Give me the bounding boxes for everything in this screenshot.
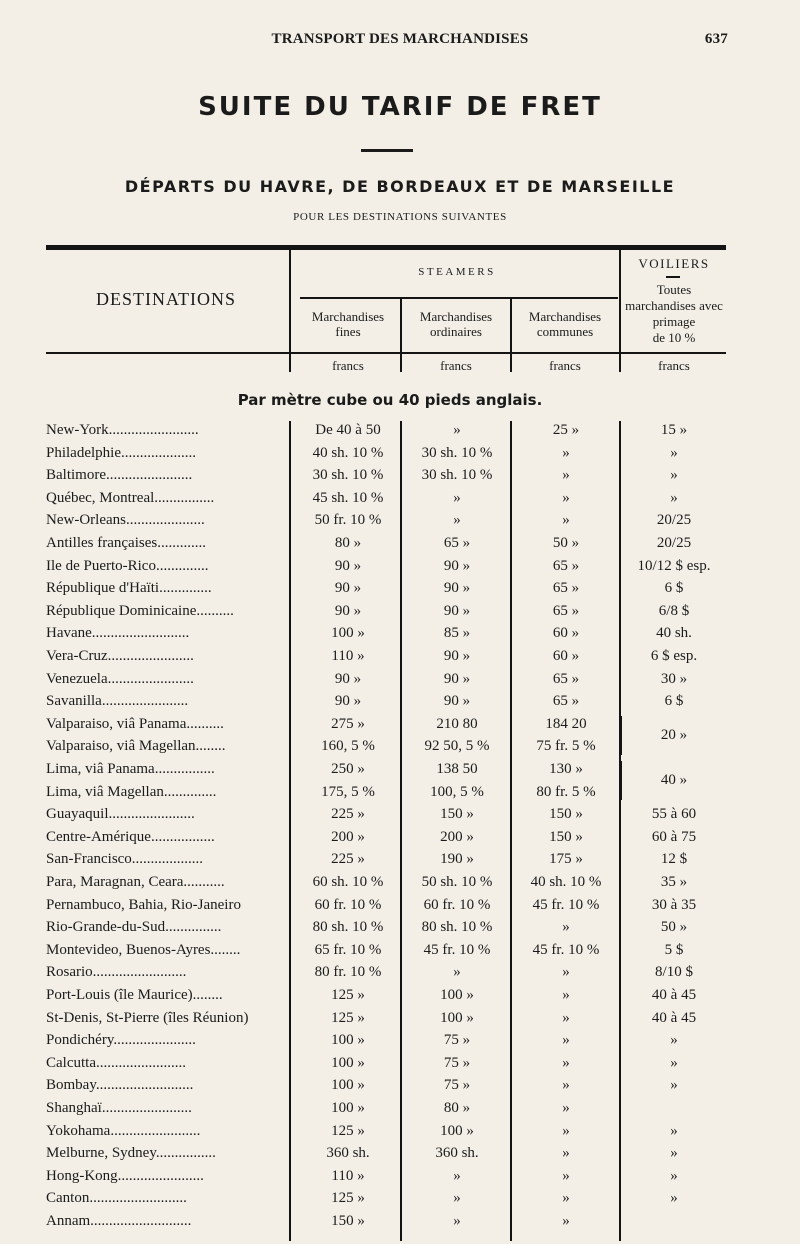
communes-cell: » — [562, 987, 570, 1003]
destination-cell: Lima, viâ Magellan.............. — [46, 783, 217, 800]
fines-cell: 90 » — [334, 670, 362, 687]
voiliers-cell: » — [670, 1054, 678, 1071]
divider-dest — [289, 250, 291, 372]
ordinaires-cell: 85 » — [443, 625, 471, 642]
destination-cell: Bombay.......................... — [46, 1077, 194, 1094]
header-communes: Marchandises communes — [528, 309, 602, 339]
running-head-title: TRANSPORT DES MARCHANDISES — [271, 31, 529, 47]
voiliers-cell: 30 à 35 — [651, 896, 697, 913]
table-row — [0, 622, 800, 645]
fines-cell: 100 » — [331, 1100, 365, 1116]
voiliers-cell: 20/25 — [656, 512, 692, 529]
fines-cell: 225 » — [331, 806, 365, 823]
communes-cell: 150 » — [549, 828, 583, 845]
voiliers-cell: 10/12 $ esp. — [637, 557, 711, 574]
header-voiliers: VOILIERS — [638, 256, 710, 271]
fines-cell: 80 » — [334, 535, 362, 551]
fines-cell: 250 » — [331, 761, 365, 777]
ordinaires-cell: » — [453, 1190, 461, 1207]
table-row — [0, 442, 800, 465]
ordinaires-cell: 150 » — [440, 806, 474, 823]
ordinaires-cell: » — [453, 964, 461, 981]
destination-cell: Ile de Puerto-Rico.............. — [46, 557, 209, 574]
voiliers-cell: » — [670, 1145, 678, 1162]
communes-cell: 40 sh. 10 % — [530, 874, 602, 890]
fines-cell: 30 sh. 10 % — [312, 467, 384, 484]
destination-cell: Lima, viâ Panama................ — [46, 761, 215, 777]
fines-cell: De 40 à 50 — [315, 422, 381, 438]
header-destinations: DESTINATIONS — [96, 289, 236, 309]
ordinaires-cell: 100 » — [440, 987, 474, 1003]
table-row — [0, 1029, 800, 1052]
voiliers-cell: » — [670, 1190, 678, 1207]
communes-cell: 65 » — [552, 602, 580, 619]
destination-cell: Venezuela....................... — [46, 670, 194, 687]
table-row — [0, 577, 800, 600]
ordinaires-cell: » — [453, 489, 461, 506]
destination-cell: Centre-Amérique................. — [46, 828, 215, 845]
voiliers-cell: 55 à 60 — [651, 806, 697, 823]
destination-cell: Québec, Montreal................ — [46, 489, 215, 506]
communes-cell: 130 » — [549, 761, 583, 777]
divider-voiliers — [619, 250, 621, 372]
fines-cell: 100 » — [331, 625, 365, 642]
communes-cell: 75 fr. 5 % — [536, 738, 596, 755]
table-row — [0, 464, 800, 487]
ordinaires-cell: 92 50, 5 % — [424, 738, 490, 755]
communes-cell: 65 » — [552, 580, 580, 597]
destination-cell: Guayaquil....................... — [46, 806, 195, 823]
table-row — [0, 1142, 800, 1165]
table-row — [0, 645, 800, 668]
destination-cell: Havane.......................... — [46, 625, 190, 642]
communes-cell: 45 fr. 10 % — [532, 896, 600, 913]
table-row — [0, 600, 800, 623]
table-row — [0, 555, 800, 578]
communes-cell: 65 » — [552, 693, 580, 710]
ordinaires-cell: » — [453, 1213, 461, 1229]
communes-cell: » — [562, 1100, 570, 1116]
fines-cell: 40 sh. 10 % — [312, 444, 384, 461]
destination-cell: République Dominicaine.......... — [46, 602, 234, 619]
communes-cell: » — [562, 1009, 570, 1026]
destination-cell: New-Orleans..................... — [46, 512, 205, 529]
ordinaires-cell: 90 » — [443, 648, 471, 664]
destination-cell: Rio-Grande-du-Sud............... — [46, 919, 222, 936]
voiliers-cell: 6 $ — [664, 693, 684, 710]
header-steamers: STEAMERS — [418, 266, 496, 278]
ordinaires-cell: 80 sh. 10 % — [421, 919, 493, 936]
destination-cell: Montevideo, Buenos-Ayres........ — [46, 941, 241, 958]
fines-cell: 90 » — [334, 580, 362, 597]
communes-cell: 60 » — [552, 648, 580, 664]
header-voiliers-sub: Toutes marchandises avec primage de 10 % — [625, 282, 723, 345]
voiliers-cell: » — [670, 467, 678, 484]
ordinaires-cell: 50 sh. 10 % — [421, 874, 493, 890]
destination-cell: Canton.......................... — [46, 1190, 187, 1207]
section-label: Par mètre cube ou 40 pieds anglais. — [237, 391, 543, 409]
table-row — [0, 984, 800, 1007]
communes-cell: » — [562, 467, 570, 484]
destination-cell: Baltimore....................... — [46, 467, 193, 484]
voiliers-cell: 30 » — [660, 670, 688, 687]
ordinaires-cell: 90 » — [443, 670, 471, 687]
communes-cell: » — [562, 444, 570, 461]
ordinaires-cell: 90 » — [443, 580, 471, 597]
table-row — [0, 1210, 800, 1233]
destination-cell: Philadelphie.................... — [46, 444, 196, 461]
ordinaires-cell: 65 » — [443, 535, 471, 551]
communes-cell: » — [562, 1213, 570, 1229]
voiliers-cell — [622, 1210, 726, 1233]
voiliers-cell: 12 $ — [660, 851, 688, 868]
communes-cell: » — [562, 1145, 570, 1162]
communes-cell: » — [562, 1190, 570, 1207]
fines-cell: 100 » — [331, 1032, 365, 1049]
fines-cell: 60 sh. 10 % — [312, 874, 384, 890]
ordinaires-cell: » — [453, 512, 461, 529]
fines-cell: 110 » — [331, 1167, 365, 1184]
voiliers-cell: 6/8 $ — [658, 602, 690, 619]
voiliers-cell: » — [670, 1032, 678, 1049]
merged-voiliers-cell: 40 » — [660, 772, 688, 789]
communes-cell: 50 » — [552, 535, 580, 551]
ordinaires-cell: 138 50 — [436, 761, 478, 777]
communes-cell: 175 » — [549, 851, 583, 868]
table-row — [0, 1165, 800, 1188]
communes-cell: » — [562, 919, 570, 936]
communes-cell: » — [562, 1054, 570, 1071]
ordinaires-cell: 30 sh. 10 % — [421, 467, 493, 484]
ordinaires-cell: 90 » — [443, 693, 471, 710]
communes-cell: » — [562, 1077, 570, 1094]
ordinaires-cell: 210 80 — [436, 715, 478, 732]
table-row — [0, 532, 800, 555]
table-row — [0, 668, 800, 691]
fines-cell: 160, 5 % — [321, 738, 375, 755]
table-row — [0, 487, 800, 510]
header-ordinaires: Marchandises ordinaires — [419, 309, 493, 339]
ordinaires-cell: 100 » — [440, 1122, 474, 1139]
table-top-rule — [46, 245, 726, 250]
fines-cell: 200 » — [331, 828, 365, 845]
voiliers-cell: 40 à 45 — [651, 1009, 697, 1026]
destination-cell: St-Denis, St-Pierre (îles Réunion) — [46, 1009, 249, 1026]
communes-cell: » — [562, 1122, 570, 1139]
communes-cell: 65 » — [552, 557, 580, 574]
voiliers-cell — [622, 1097, 726, 1120]
fines-cell: 225 » — [331, 851, 365, 868]
merged-voiliers-cell: 20 » — [660, 727, 688, 744]
destination-cell: Savanilla....................... — [46, 693, 189, 710]
unit-ordinaires: francs — [440, 358, 472, 373]
ordinaires-cell: 75 » — [443, 1032, 471, 1049]
communes-cell: 45 fr. 10 % — [532, 941, 600, 958]
ordinaires-cell: 90 » — [443, 602, 471, 619]
ordinaires-cell: 360 sh. — [435, 1145, 479, 1162]
fines-cell: 110 » — [331, 648, 365, 664]
ordinaires-cell: 60 fr. 10 % — [423, 896, 491, 913]
fines-cell: 80 fr. 10 % — [314, 964, 382, 981]
fines-cell: 125 » — [331, 1009, 365, 1026]
table-row — [0, 690, 800, 713]
voiliers-cell: » — [670, 1167, 678, 1184]
ordinaires-cell: 45 fr. 10 % — [423, 941, 491, 958]
ordinaires-cell: 75 » — [443, 1054, 471, 1071]
table-row — [0, 1052, 800, 1075]
voiliers-cell: » — [670, 1122, 678, 1139]
communes-cell: 184 20 — [545, 715, 587, 732]
destination-cell: Shanghaï........................ — [46, 1100, 192, 1116]
fines-cell: 65 fr. 10 % — [314, 941, 382, 958]
communes-cell: 65 » — [552, 670, 580, 687]
communes-cell: » — [562, 1032, 570, 1049]
table-row — [0, 1007, 800, 1030]
fines-cell: 90 » — [334, 602, 362, 619]
destination-cell: République d'Haïti.............. — [46, 580, 212, 597]
fines-cell: 360 sh. — [326, 1145, 370, 1162]
communes-cell: 150 » — [549, 806, 583, 823]
voiliers-cell: 35 » — [660, 874, 688, 890]
destination-cell: Pernambuco, Bahia, Rio-Janeiro — [46, 896, 241, 913]
steamers-rule — [300, 297, 618, 299]
destination-cell: Para, Maragnan, Ceara........... — [46, 874, 225, 890]
unit-communes: francs — [549, 358, 581, 373]
ordinaires-cell: 90 » — [443, 557, 471, 574]
destination-cell: Calcutta........................ — [46, 1054, 186, 1071]
voiliers-cell: 50 » — [660, 919, 688, 936]
voiliers-cell: 40 à 45 — [651, 987, 697, 1003]
ordinaires-cell: 75 » — [443, 1077, 471, 1094]
destination-cell: Rosario......................... — [46, 964, 187, 981]
destination-cell: Yokohama........................ — [46, 1122, 201, 1139]
subtitle: DÉPARTS DU HAVRE, DE BORDEAUX ET DE MARSEILLE — [124, 177, 676, 196]
voiliers-cell: 20/25 — [656, 535, 692, 551]
subtitle-destinations: POUR LES DESTINATIONS SUIVANTES — [293, 211, 507, 223]
table-row — [0, 419, 800, 442]
destination-cell: San-Francisco................... — [46, 851, 204, 868]
communes-cell: » — [562, 512, 570, 529]
voiliers-cell: 5 $ — [664, 941, 684, 958]
destination-cell: New-York........................ — [46, 422, 199, 438]
ordinaires-cell: 190 » — [440, 851, 474, 868]
ordinaires-cell: » — [453, 422, 461, 438]
unit-voiliers: francs — [658, 358, 690, 373]
unit-fines: francs — [332, 358, 364, 373]
voiliers-cell: 8/10 $ — [655, 964, 693, 981]
table-row — [0, 939, 800, 962]
fines-cell: 275 » — [331, 715, 365, 732]
header-bottom-rule — [46, 352, 726, 354]
communes-cell: 80 fr. 5 % — [536, 783, 596, 800]
voiliers-cell: 6 $ esp. — [650, 648, 698, 664]
communes-cell: 25 » — [552, 422, 580, 438]
destination-cell: Pondichéry...................... — [46, 1032, 196, 1049]
destination-cell: Annam........................... — [46, 1213, 192, 1229]
destination-cell: Valparaiso, viâ Magellan........ — [46, 738, 226, 755]
destination-cell: Antilles françaises............. — [46, 535, 206, 551]
ordinaires-cell: » — [453, 1167, 461, 1184]
fines-cell: 175, 5 % — [321, 783, 375, 800]
table-row — [0, 826, 800, 849]
voiliers-dash — [666, 276, 680, 278]
fines-cell: 125 » — [331, 987, 365, 1003]
ordinaires-cell: 100 » — [440, 1009, 474, 1026]
page-number: 637 — [704, 31, 728, 47]
table-row — [0, 803, 800, 826]
table-row — [0, 1074, 800, 1097]
fines-cell: 100 » — [331, 1077, 365, 1094]
table-row — [0, 961, 800, 984]
table-row — [0, 1120, 800, 1143]
voiliers-cell: 15 » — [660, 422, 688, 438]
table-row — [0, 509, 800, 532]
destination-cell: Hong-Kong....................... — [46, 1167, 204, 1184]
voiliers-cell: » — [670, 1077, 678, 1094]
voiliers-cell: 60 à 75 — [651, 828, 697, 845]
ordinaires-cell: 30 sh. 10 % — [421, 444, 493, 461]
voiliers-cell: » — [670, 444, 678, 461]
fines-cell: 100 » — [331, 1054, 365, 1071]
destination-cell: Vera-Cruz....................... — [46, 648, 194, 664]
voiliers-cell: 40 sh. — [656, 625, 692, 642]
table-row — [0, 848, 800, 871]
ordinaires-cell: 100, 5 % — [430, 783, 484, 800]
fines-cell: 90 » — [334, 557, 362, 574]
running-head — [0, 31, 800, 51]
voiliers-cell: 6 $ — [664, 580, 684, 597]
communes-cell: 60 » — [552, 625, 580, 642]
fines-cell: 45 sh. 10 % — [312, 489, 384, 506]
communes-cell: » — [562, 489, 570, 506]
destination-cell: Melburne, Sydney................ — [46, 1145, 216, 1162]
destination-cell: Port-Louis (île Maurice)........ — [46, 987, 223, 1003]
table-row — [0, 1097, 800, 1120]
fines-cell: 50 fr. 10 % — [314, 512, 382, 529]
fines-cell: 80 sh. 10 % — [312, 919, 384, 936]
ordinaires-cell: 200 » — [440, 828, 474, 845]
fines-cell: 90 » — [334, 693, 362, 710]
table-row — [0, 894, 800, 917]
fines-cell: 125 » — [331, 1122, 365, 1139]
table-row — [0, 871, 800, 894]
header-fines: Marchandises fines — [311, 309, 385, 339]
page-title: SUITE DU TARIF DE FRET — [198, 92, 602, 122]
title-rule — [361, 149, 413, 152]
ordinaires-cell: 80 » — [443, 1100, 471, 1116]
destination-cell: Valparaiso, viâ Panama.......... — [46, 715, 224, 732]
communes-cell: » — [562, 964, 570, 981]
table-row — [0, 1187, 800, 1210]
communes-cell: » — [562, 1167, 570, 1184]
fines-cell: 150 » — [331, 1213, 365, 1229]
table-row — [0, 916, 800, 939]
voiliers-cell: » — [670, 489, 678, 506]
fines-cell: 125 » — [331, 1190, 365, 1207]
fines-cell: 60 fr. 10 % — [314, 896, 382, 913]
